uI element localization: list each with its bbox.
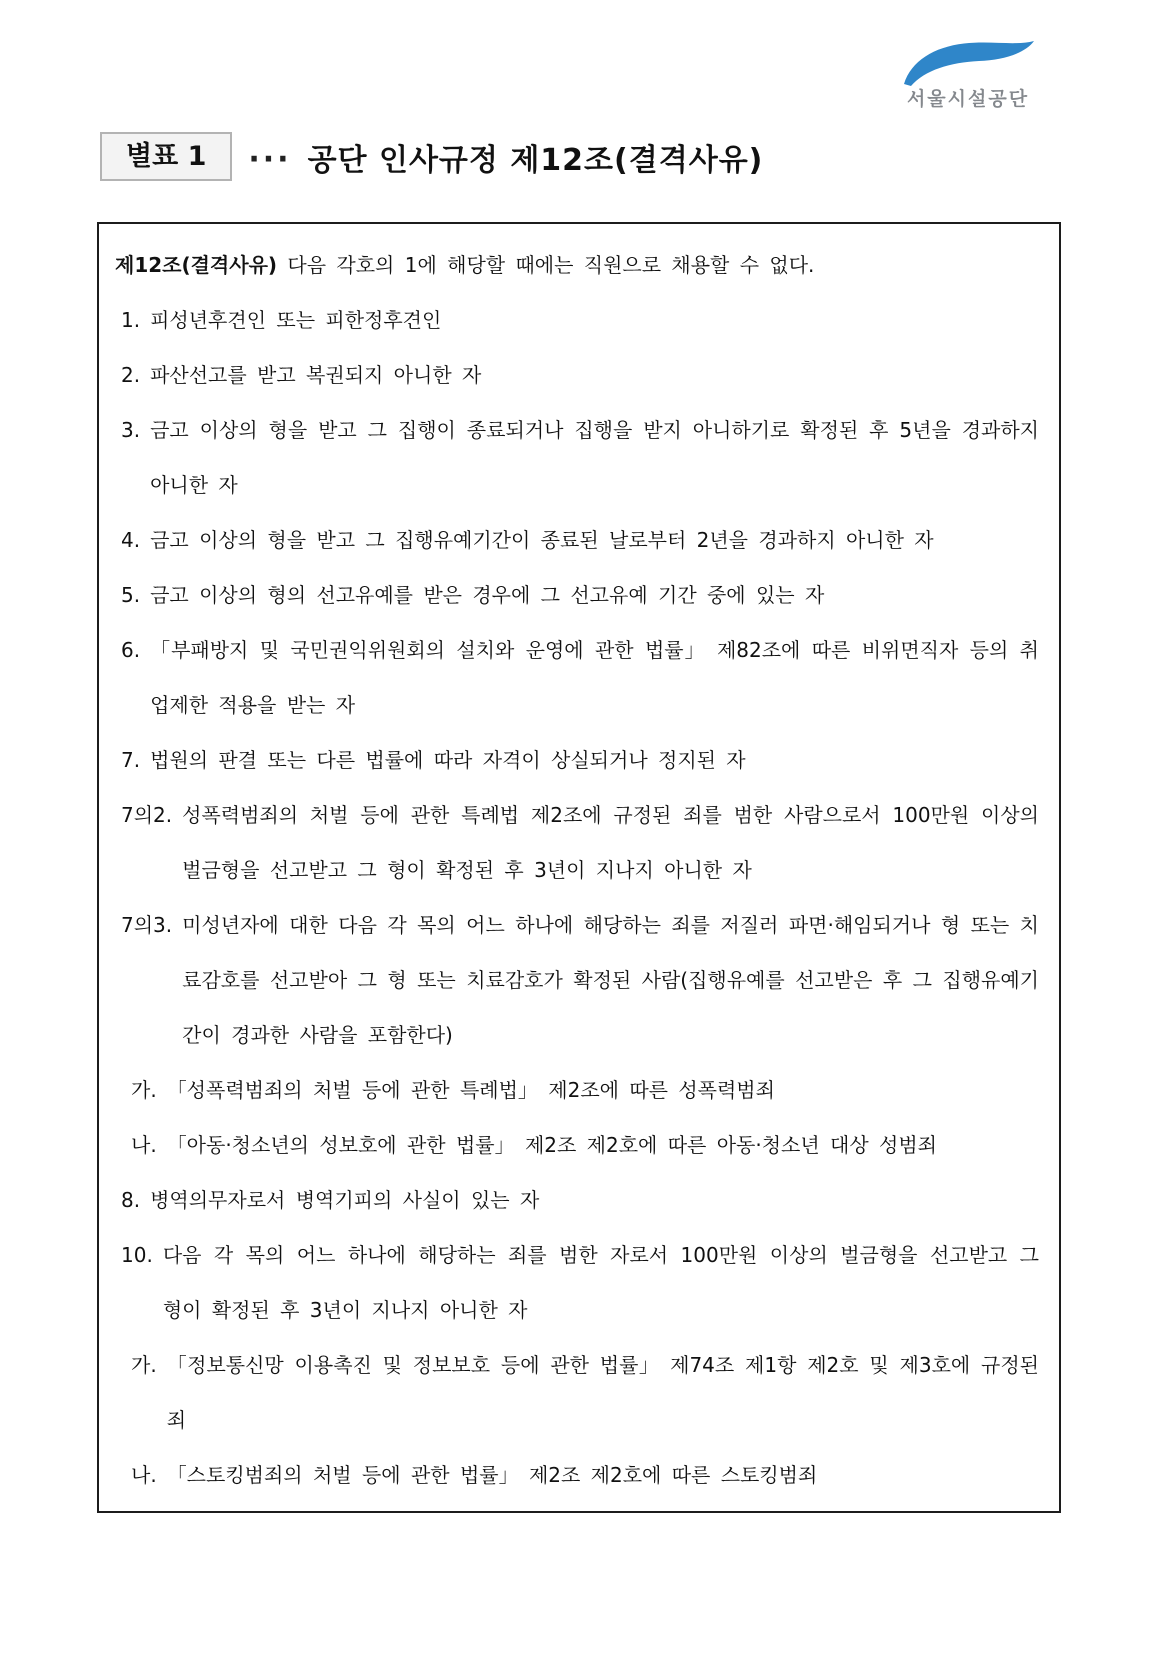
item-number: 8.: [121, 1188, 141, 1212]
item-number: 나.: [131, 1133, 157, 1157]
list-item: [115, 1173, 1039, 1228]
list-item: [115, 1228, 1039, 1338]
list-item: [115, 733, 1039, 788]
item-text: 파산선고를 받고 복권되지 아니한 자: [150, 363, 482, 387]
title-row: [100, 132, 763, 181]
list-item: [115, 403, 1039, 513]
item-text: 법원의 판결 또는 다른 법률에 따라 자격이 상실되거나 정지된 자: [150, 748, 746, 772]
item-text: 「아동·청소년의 성보호에 관한 법률」 제2조 제2호에 따른 아동·청소년 대상 성범죄: [166, 1133, 937, 1157]
item-text: 성폭력범죄의 처벌 등에 관한 특례법 제2조에 규정된 죄를 범한 사람으로서 100만원 이상의 벌금형을 선고받고 그 형이 확정된 후 3년이 지나지 아니한 자: [182, 803, 1039, 882]
item-number: 4.: [121, 528, 141, 552]
ellipsis-dots: ···: [248, 141, 292, 177]
item-number: 10.: [121, 1243, 153, 1267]
item-number: 2.: [121, 363, 141, 387]
logo: [888, 40, 1048, 111]
list-item: [115, 348, 1039, 403]
list-item: [115, 898, 1039, 1063]
page-title: 공단 인사규정 제12조(결격사유): [307, 142, 764, 178]
item-text: 금고 이상의 형을 받고 그 집행이 종료되거나 집행을 받지 아니하기로 확정된 후 5년을 경과하지 아니한 자: [150, 418, 1039, 497]
item-number: 나.: [131, 1463, 157, 1487]
list-item: [115, 293, 1039, 348]
list-item: [115, 513, 1039, 568]
annex-badge: 별표 1: [100, 132, 232, 181]
item-text: 「스토킹범죄의 처벌 등에 관한 법률」 제2조 제2호에 따른 스토킹범죄: [166, 1463, 818, 1487]
item-number: 6.: [121, 638, 141, 662]
list-item: [115, 1338, 1039, 1448]
item-number: 7.: [121, 748, 141, 772]
item-text: 피성년후견인 또는 피한정후견인: [150, 308, 442, 332]
article-intro-text: 다음 각호의 1에 해당할 때에는 직원으로 채용할 수 없다.: [277, 253, 815, 277]
list-item: [115, 1063, 1039, 1118]
logo-text: 서울시설공단: [906, 88, 1030, 110]
article-intro: [115, 238, 1039, 293]
article-intro-heading: 제12조(결격사유): [115, 253, 278, 277]
item-number: 가.: [131, 1353, 157, 1377]
item-number: 5.: [121, 583, 141, 607]
item-text: 금고 이상의 형을 받고 그 집행유예기간이 종료된 날로부터 2년을 경과하지 아니한 자: [150, 528, 934, 552]
list-item: [115, 1118, 1039, 1173]
item-text: 금고 이상의 형의 선고유예를 받은 경우에 그 선고유예 기간 중에 있는 자: [150, 583, 825, 607]
item-number: 가.: [131, 1078, 157, 1102]
item-number: 3.: [121, 418, 141, 442]
list-item: [115, 788, 1039, 898]
item-text: 다음 각 목의 어느 하나에 해당하는 죄를 범한 자로서 100만원 이상의 벌금형을 선고받고 그 형이 확정된 후 3년이 지나지 아니한 자: [162, 1243, 1039, 1322]
item-text: 미성년자에 대한 다음 각 목의 어느 하나에 해당하는 죄를 저질러 파면·해임되거나 형 또는 치료감호를 선고받아 그 형 또는 치료감호가 확정된 사람(집행유예를 선고받은 후 그 집행유예기간이 경과한 사람을 포함한다): [182, 913, 1039, 1047]
list-item: [115, 1448, 1039, 1503]
item-number: 7의3.: [121, 913, 173, 937]
item-number: 1.: [121, 308, 141, 332]
item-text: 「정보통신망 이용촉진 및 정보보호 등에 관한 법률」 제74조 제1항 제2호 및 제3호에 규정된 죄: [166, 1353, 1039, 1432]
item-number: 7의2.: [121, 803, 173, 827]
article-box: [97, 222, 1061, 1513]
list-item: [115, 623, 1039, 733]
item-text: 「부패방지 및 국민권익위원회의 설치와 운영에 관한 법률」 제82조에 따른 비위면직자 등의 취업제한 적용을 받는 자: [150, 638, 1039, 717]
list-item: [115, 568, 1039, 623]
article-items: [115, 293, 1039, 1503]
item-text: 병역의무자로서 병역기피의 사실이 있는 자: [150, 1188, 540, 1212]
wave-swoosh-icon: [888, 40, 1048, 88]
item-text: 「성폭력범죄의 처벌 등에 관한 특례법」 제2조에 따른 성폭력범죄: [166, 1078, 775, 1102]
